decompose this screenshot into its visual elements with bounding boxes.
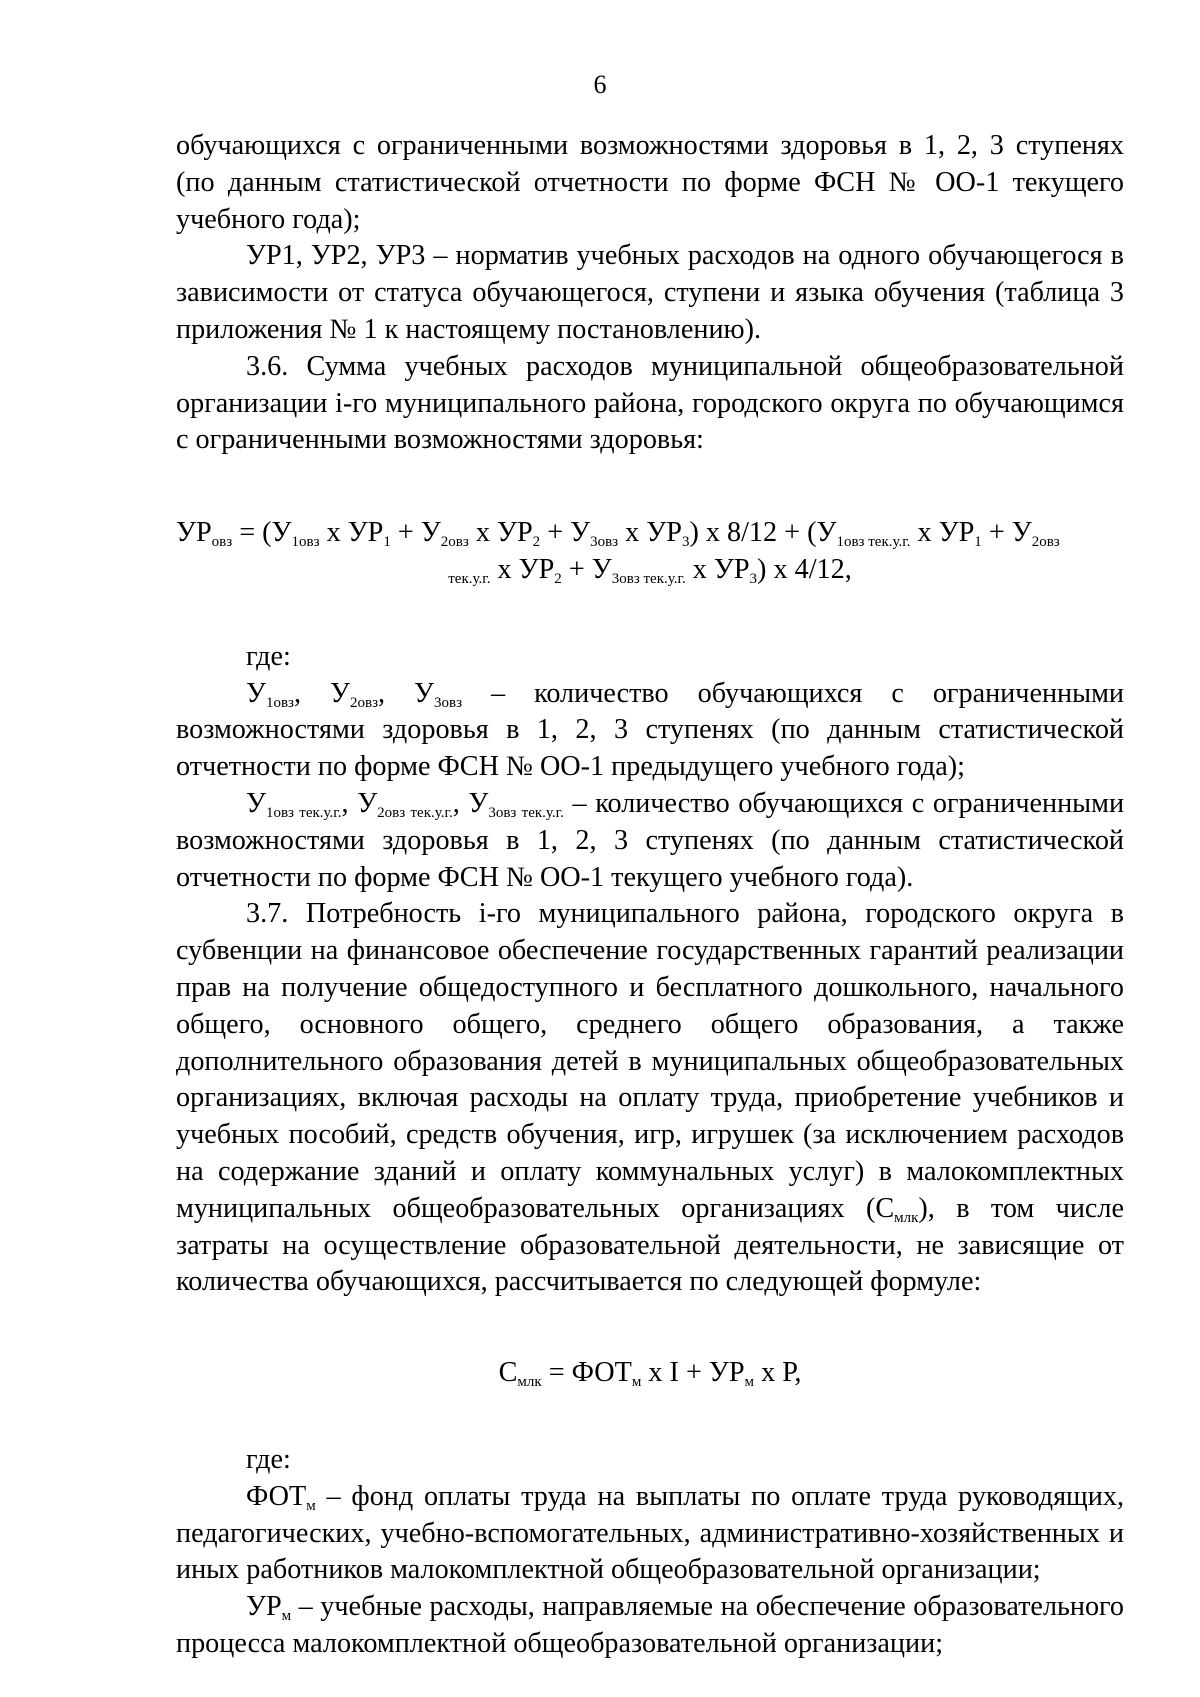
definition-ur-m: $УР_м$ – учебные расходы, направляемые на обеспечение образовательного процесса малокомплектной общеобразовательной организации; [176,1591,1124,1659]
definition-y-ovz: $У_{1овз}$, $У_{2овз}$, $У_{3овз}$ – количество обучающихся с ограниченными возможностями здоровья в 1, 2, 3 ступенях (по данным статистической отчетности по форме ФСН № ОО-1 предыдущего учебного года); [176,677,1124,783]
where-label-1: где: [246,640,291,672]
paragraph-section-3-7: 3.7. Потребность i-го муниципального района, городского округа в субвенции на финансовое обеспечение государственных гарантий реализации прав на получение общедоступного и бесплатного дошкольного, начального общего, основного общего, среднего общего образования, а также дополнительного образования детей в муниципальных общеобразовательных организациях, включая расходы на оплату труда, приобретение учебников и учебных пособий, средств обучения, игр, игрушек (за исключением расходов на содержание зданий и оплату коммунальных услуг) в малокомплектных муниципальных общеобразовательных организациях $(С_{млк})$, в том числе затраты на осуществление образовательной деятельности, не зависящие от количества обучающихся, рассчитывается по следующей формуле: [176,898,1124,1298]
page-number: 6 [593,70,607,99]
formula-ur-ovz-continued: $_{тек.у.г.}$ х $УР_2 + У_{3овз тек.у.г.}$ х $УР_3$) х 4/12, [448,553,852,587]
paragraph-ur-norms: УР1, УР2, УР3 – норматив учебных расходов на одного обучающегося в зависимости от статуса обучающегося, ступени и языка обучения (таблица 3 приложения № 1 к настоящему постановлению). [176,240,1124,345]
paragraph-students-current-year: обучающихся с ограниченными возможностями здоровья в 1, 2, 3 ступенях (по данным статистической отчетности по форме ФСН № ОО-1 текущего учебного года); [176,130,1124,235]
definition-y-ovz-current: $У_{1овз тек.у.г.}$, $У_{2овз тек.у.г.}$, $У_{3овз тек.у.г.}$ – количество обучающихся с ограниченными возможностями здоровья в 1, 2, 3 ступенях (по данным статистической отчетности по форме ФСН № ОО-1 текущего учебного года). [176,787,1125,893]
where-label-2: где: [246,1443,291,1475]
formula-ur-ovz: $УР_{овз} = (У_{1овз}$ х $УР_1 + У_{2овз}$ х $УР_2 + У_{3овз}$ х $УР_3$) х $8/12 + (У_{1овз тек.у.г.}$ х $УР_1 + У_{2овз}$ [176,517,1060,551]
definition-fot-m: $ФОТ_м$ – фонд оплаты труда на выплаты по оплате труда руководящих, педагогических, учебно-вспомогательных, административно-хозяйственных и иных работников малокомплектной общеобразовательной организации; [176,1480,1124,1586]
paragraph-section-3-6: 3.6. Сумма учебных расходов муниципальной общеобразовательной организации i-го муниципального района, городского округа по обучающимся с ограниченными возможностями здоровья: [176,350,1124,456]
document-body [176,128,1124,1663]
formula-c-mlk: $С_{млк} = ФОТ_м$ х $I + УР_м$ х Р, [498,1357,802,1391]
